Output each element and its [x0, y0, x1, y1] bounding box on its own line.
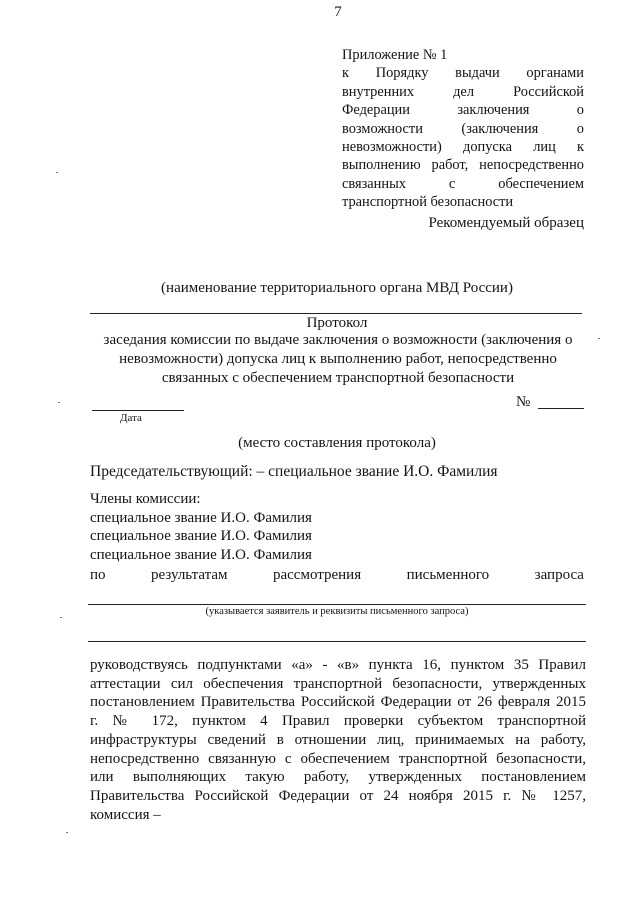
scan-speck [598, 338, 600, 339]
member-item: специальное звание И.О. Фамилия [90, 528, 312, 544]
protocol-subtitle [88, 331, 588, 388]
appendix-title: Приложение № 1 [342, 47, 448, 63]
appendix-line: внутренних дел Российской [342, 83, 584, 100]
body-line: г. № 172, пунктом 4 Правил проверки субъектом транспортной [90, 713, 586, 730]
body-line: комиссия – [90, 806, 161, 823]
date-rule [92, 410, 184, 411]
applicant-rule [88, 604, 586, 605]
body-line: Правительства Российской Федерации от 24 ноября 2015 г. № 1257, [90, 787, 586, 804]
chairman-line: Председательствующий: – специальное звание И.О. Фамилия [90, 463, 498, 480]
member-item: специальное звание И.О. Фамилия [90, 509, 312, 526]
appendix-block [342, 46, 584, 212]
body-line: непосредственно связанную с обеспечением транспортной безопасности, [90, 750, 586, 767]
number-rule [538, 408, 584, 409]
body-line: постановлением Правительства Российской Федерации от 26 февраля 2015 [90, 694, 586, 711]
body-line: инфраструктуры сведений в отношении лиц, принимаемых на работу, [90, 731, 586, 748]
appendix-line: выполнению работ, непосредственно [342, 157, 584, 174]
place-label: (место составления протокола) [238, 435, 436, 451]
appendix-line: невозможности) допуска лиц к [342, 139, 584, 156]
member-item: специальное звание И.О. Фамилия [90, 546, 312, 563]
scan-speck [66, 832, 68, 833]
protocol-title: Протокол [306, 315, 368, 331]
body-paragraph [90, 656, 586, 824]
scan-speck [60, 617, 62, 618]
scan-speck [56, 172, 58, 173]
query-word: рассмотрения [272, 567, 362, 583]
appendix-line: к Порядку выдачи органами [342, 65, 584, 82]
appendix-line: связанных с обеспечением [342, 175, 584, 192]
body-line: или выполняющих такую работу, утвержденных постановлением [90, 769, 586, 786]
query-line [90, 567, 584, 584]
query-word: по [90, 567, 106, 583]
query-word: результатам [151, 567, 228, 583]
appendix-line: Федерации заключения о [342, 102, 584, 119]
page-number: 7 [334, 4, 342, 20]
body-line: аттестации сил обеспечения транспортной безопасности, утвержденных [90, 675, 586, 692]
date-label: Дата [120, 412, 142, 424]
protocol-subtitle-line: связанных с обеспечением транспортной безопасности [161, 370, 515, 386]
appendix-line: транспортной безопасности [342, 194, 514, 211]
number-sign: № [516, 394, 531, 410]
body-line: руководствуясь подпунктами «а» - «в» пункта 16, пунктом 35 Правил [90, 657, 586, 673]
applicant-continuation-rule [88, 641, 586, 642]
query-word: запроса [534, 567, 584, 583]
protocol-subtitle-line: заседания комиссии по выдаче заключения о возможности (заключения о [103, 332, 573, 348]
applicant-caption: (указывается заявитель и реквизиты письменного запроса) [205, 606, 469, 617]
org-name-caption: (наименование территориального органа МВД России) [161, 280, 513, 296]
appendix-line: возможности (заключения о [342, 120, 584, 137]
recommended-sample-label: Рекомендуемый образец [428, 215, 584, 231]
scan-speck [58, 402, 60, 403]
members-heading: Члены комиссии: [90, 491, 201, 507]
query-word: письменного [406, 567, 490, 583]
members-block [90, 490, 312, 564]
protocol-subtitle-line: невозможности) допуска лиц к выполнению работ, непосредственно [119, 351, 557, 367]
